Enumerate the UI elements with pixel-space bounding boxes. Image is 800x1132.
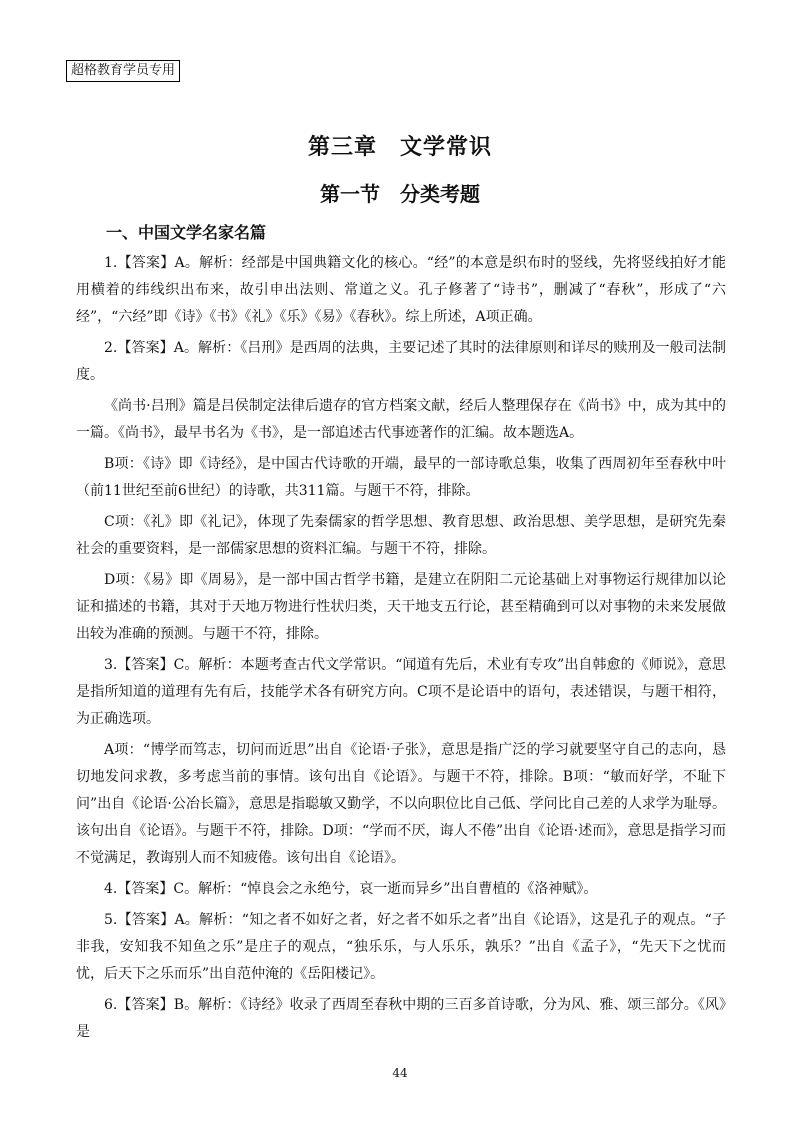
paragraph-q6: 6.【答案】B。解析：《诗经》收录了西周至春秋中期的三百多首诗歌，分为风、雅、颂三部分。《风》是 <box>76 997 726 1040</box>
paragraph-q2: 2.【答案】A。解析：《吕刑》是西周的法典，主要记述了其时的法律原则和详尽的赎刑及一般司法制度。 <box>76 340 726 383</box>
page-number: 44 <box>392 1066 408 1080</box>
paragraph-q2-option-b: B项：《诗》即《诗经》，是中国古代诗歌的开端，最早的一部诗歌总集，收集了西周初年至春秋中叶（前11世纪至前6世纪）的诗歌，共311篇。与题干不符，排除。 <box>76 456 726 499</box>
subsection-heading: 一、中国文学名家名篇 <box>106 223 267 242</box>
paragraph-q1: 1.【答案】A。解析：经部是中国典籍文化的核心。“经”的本意是织布时的竖线，先将竖线拍好才能用横着的纬线织出布来，故引申出法则、常道之义。孔子修著了“诗书”，删减了“春秋”，形成了“六经”，“六经”即《诗》《书》《礼》《乐》《易》《春秋》。综上所述，A项正确。 <box>76 255 726 325</box>
paragraph-q4: 4.【答案】C。解析：“悼良会之永绝兮，哀一逝而异乡”出自曹植的《洛神赋》。 <box>104 881 598 897</box>
paragraph-q2-option-d: D项：《易》即《周易》，是一部中国古哲学书籍，是建立在阴阳二元论基础上对事物运行规律加以论证和描述的书籍，其对于天地万物进行性状归类，天干地支五行论，甚至精确到可以对事物的未来发展做出较为准确的预测。与题干不符，排除。 <box>76 572 726 642</box>
paragraph-q5: 5.【答案】A。解析：“知之者不如好之者，好之者不如乐之者”出自《论语》，这是孔子的观点。“子非我，安知我不知鱼之乐”是庄子的观点，“独乐乐，与人乐乐，孰乐？”出自《孟子》，“先天下之忧而忧，后天下之乐而乐”出自范仲淹的《岳阳楼记》。 <box>76 912 726 982</box>
answer-content <box>76 250 726 1050</box>
paragraph-q3: 3.【答案】C。解析：本题考查古代文学常识。“闻道有先后，术业有专攻”出自韩愈的《师说》，意思是指所知道的道理有先有后，技能学术各有研究方向。C项不是论语中的语句，表述错误，与题干相符，为正确选项。 <box>76 657 726 727</box>
chapter-title: 第三章 文学常识 <box>307 134 492 160</box>
paragraph-q2-option-c: C项：《礼》即《礼记》，体现了先秦儒家的哲学思想、教育思想、政治思想、美学思想，是研究先秦社会的重要资料，是一部儒家思想的资料汇编。与题干不符，排除。 <box>76 514 726 557</box>
paragraph-q3-options: A项：“博学而笃志，切问而近思”出自《论语·子张》，意思是指广泛的学习就要坚守自己的志向，恳切地发问求教，多考虑当前的事情。该句出自《论语》。与题干不符，排除。B项：“敏而好学，不耻下问”出自《论语·公冶长篇》，意思是指聪敏又勤学，不以向职位比自己低、学问比自己差的人求学为耻辱。该句出自《论语》。与题干不符，排除。D项：“学而不厌，诲人不倦”出自《论语·述而》，意思是指学习而不觉满足，教诲别人而不知疲倦。该句出自《论语》。 <box>76 742 726 866</box>
section-title: 第一节 分类考题 <box>320 182 480 206</box>
paragraph-q2-detail: 《尚书·吕刑》篇是吕侯制定法律后遗存的官方档案文献，经后人整理保存在《尚书》中，成为其中的一篇。《尚书》，最早书名为《书》，是一部追述古代事迹著作的汇编。故本题选A。 <box>76 398 726 441</box>
watermark-label: 超格教育学员专用 <box>66 60 180 82</box>
